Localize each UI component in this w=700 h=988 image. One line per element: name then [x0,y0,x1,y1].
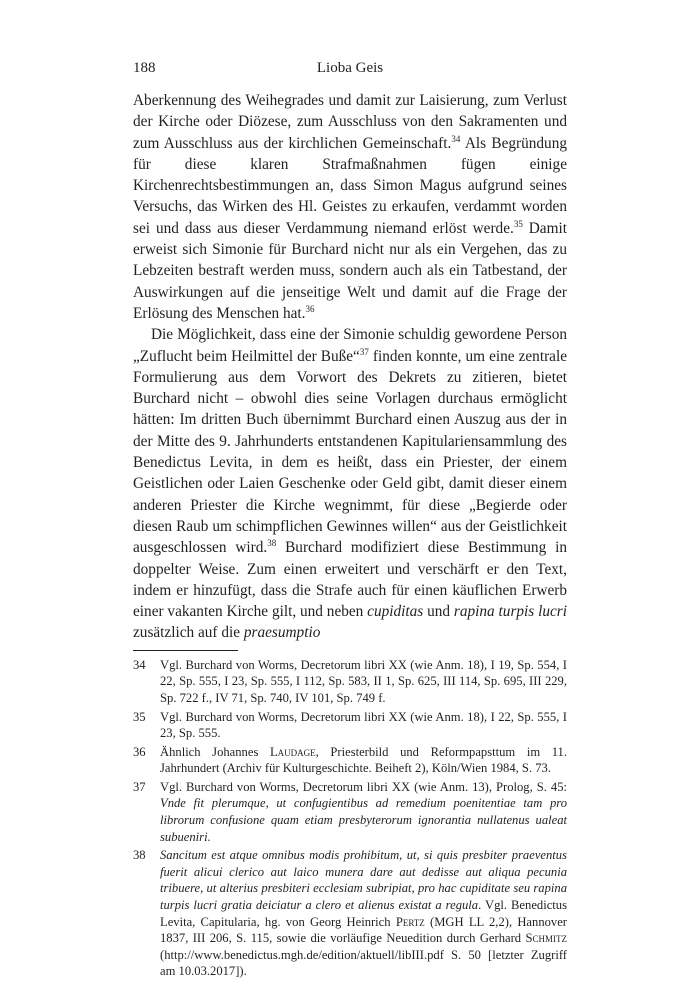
text-run: zusätzlich auf die [133,624,244,642]
main-text [133,90,567,644]
footnote-38 [133,847,567,980]
italic-term: rapina turpis lucri [453,603,567,621]
text-run: Burchard modifiziert diese Bestimmung in doppelter Weise. Zum einen erweitert und verschärft er den Text, indem er hinzufügt, dass die Strafe auch für einen käuflichen Erwerb einer vakanten Kirche gilt, und neben [133,539,568,621]
italic-term: cupiditas [367,603,424,621]
paragraph-1 [133,90,567,324]
text-run: Als Begründung für diese klaren Strafmaßnahmen fügen einige Kirchenrechtsbestimmungen an, dass Simon Magus aufgrund seines Versuchs, das Wirken des Hl. Geistes zu erkaufen, verdammt worden sei und dass aus dieser Verdammung niemand erlöst werde. [133,134,567,237]
footnote-number: 36 [133,744,146,759]
footnote-text: (http://www.benedictus.mgh.de/edition/aktuell/libIII.pdf S. 50 [letzter Zugriff am 10.03.2017]). [160,947,567,979]
footnote-34 [133,657,567,707]
footnote-37 [133,779,567,845]
running-header [133,60,567,84]
latin-quote: Vnde fit plerumque, ut confugientibus ad remedium poenitentiae tam pro librorum confusione quam etiam presbyterorum ignorantia nullatenus ualeat subueniri. [160,796,567,844]
footnote-35 [133,709,567,742]
footnote-number: 35 [133,709,146,724]
footnote-text: (MGH LL 2,2), Hannover 1837, III 206, S. 115, sowie die vorläufige Neuedition durch Gerhard [160,914,567,946]
footnote-number: 34 [133,657,146,672]
footnotes [133,657,567,980]
author-name: Laudage [269,744,316,759]
footnote-ref-34[interactable]: 34 [451,133,461,144]
latin-quote: Sancitum est atque omnibus modis prohibitum, ut, si quis presbiter praeventus fuerit alicui clerico aut laico munera dare aut dedisse aut aliqua pecunia tribuere, ut alterius presbiteri ecclesiam subripiat, pro hac cupiditate seu rapina turpis lucri gratia deiciatur a clero et alienus existat a regula [160,848,567,913]
footnote-text: Vgl. Burchard von Worms, Decretorum libri XX (wie Anm. 13), Prolog, S. 45: [160,779,567,794]
footnote-text: . Vgl. Benedictus Levita, Capitularia, hg. von Georg Heinrich [160,898,567,929]
author-name: Pertz [395,914,425,929]
paragraph-2 [133,324,567,643]
footnote-ref-37[interactable]: 37 [359,346,369,357]
italic-term: praesumptio [243,624,321,642]
running-head-author: Lioba Geis [316,60,384,76]
text-run: Die Möglichkeit, dass eine der Simonie schuldig gewordene Person „Zuflucht beim Heilmittel der Buße“ [133,326,567,365]
page [133,60,567,982]
footnote-number: 38 [133,848,146,863]
footnote-ref-38[interactable]: 38 [267,538,277,549]
page-number: 188 [133,60,156,76]
footnote-text: Vgl. Burchard von Worms, Decretorum libri XX (wie Anm. 18), I 22, Sp. 555, I 23, Sp. 555. [160,709,567,741]
footnote-number: 37 [133,779,146,794]
footnote-text: Ähnlich Johannes [160,744,270,759]
footnote-rule [133,650,238,651]
footnote-ref-36[interactable]: 36 [305,303,315,314]
text-run: Aberkennung des Weihegrades und damit zur Laisierung, zum Verlust der Kirche oder Diözese, zum Ausschluss von den Sakramenten und zum Ausschluss aus der kirchlichen Gemeinschaft. [133,92,567,152]
footnote-36 [133,744,567,777]
text-run: Damit erweist sich Simonie für Burchard nicht nur als ein Vergehen, das zu Lebzeiten bestraft werden muss, sondern auch als ein Tatbestand, der Auswirkungen auf die jenseitige Welt und damit auf die Frage der Erlösung des Menschen hat. [133,219,568,322]
text-run: finden konnte, um eine zentrale Formulierung aus dem Vorwort des Dekrets zu zitieren, bietet Burchard nicht – obwohl dies seine Vorlagen durchaus ermöglicht hätten: Im dritten Buch übernimmt Burchard einen Auszug aus der in der Mitte des 9. Jahrhunderts entstandenen Kapitulariensammlung des Benedictus Levita, in dem es heißt, dass ein Priester, der einem Geistlichen oder Laien Geschenke oder Geld gibt, damit dieser einem anderen Priester die Kirche wegnimmt, für diese „Begierde oder diesen Raub um schimpflichen Gewinnes willen“ aus der Geistlichkeit ausgeschlossen wird. [133,347,567,557]
footnote-text: Vgl. Burchard von Worms, Decretorum libri XX (wie Anm. 18), I 19, Sp. 554, I 22, Sp. 555, I 23, Sp. 555, I 112, Sp. 583, II 1, Sp. 625, III 114, Sp. 695, III 229, Sp. 722 f., IV 71, Sp. 740, IV 101, Sp. 749 f. [160,657,567,705]
text-run: und [423,603,454,621]
footnote-text: , Priesterbild und Reformpapsttum im 11. Jahrhundert (Archiv für Kulturgeschichte. Beiheft 2), Köln/Wien 1984, S. 73. [160,744,567,776]
author-name: Schmitz [525,931,567,946]
footnote-ref-35[interactable]: 35 [513,218,523,229]
